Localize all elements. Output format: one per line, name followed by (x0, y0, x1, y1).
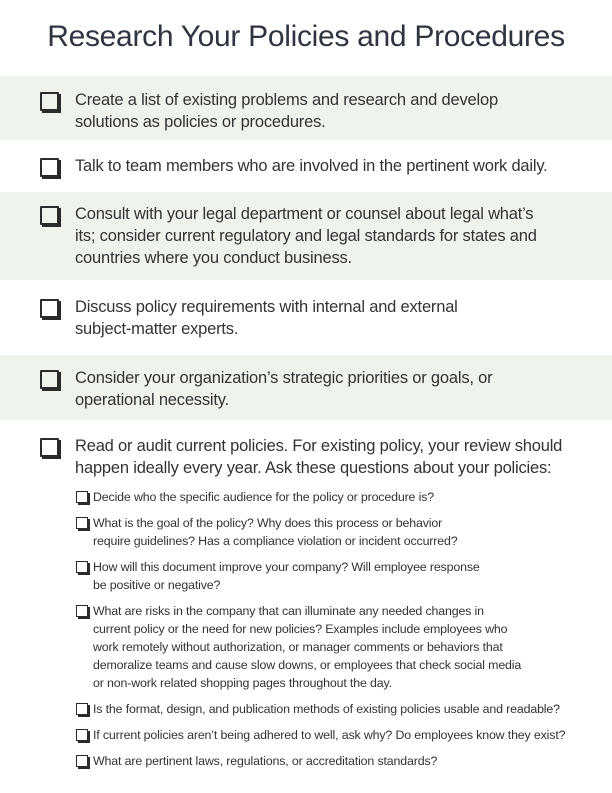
checkbox[interactable] (76, 703, 88, 715)
checklist-item-text: Discuss policy requirements with internal and external subject-matter experts. (75, 298, 458, 338)
sub-checklist-item-text: If current policies aren’t being adhered to well, ask why? Do employees know they exist? (93, 728, 566, 742)
page-title: Research Your Policies and Procedures (47, 20, 565, 53)
checklist-item-text: Talk to team members who are involved in the pertinent work daily. (75, 157, 548, 175)
checklist-item-text: Create a list of existing problems and research and develop solutions as policies or procedures. (75, 91, 498, 131)
checklist-item-text: Consult with your legal department or counsel about legal what’s its; consider current regulatory and legal standards for states and countries where you conduct business. (75, 205, 537, 267)
checkbox[interactable] (76, 729, 88, 741)
checkbox[interactable] (76, 561, 88, 573)
sub-checklist-item-text: What is the goal of the policy? Why does this process or behavior require guidelines? Has a compliance violation or incident occurred? (93, 516, 458, 548)
sub-checklist-item-text: Is the format, design, and publication methods of existing policies usable and readable? (93, 702, 560, 716)
sub-checklist-item-text: Decide who the specific audience for the policy or procedure is? (93, 490, 434, 504)
checkbox[interactable] (76, 517, 88, 529)
checkbox[interactable] (40, 206, 59, 225)
checkbox[interactable] (40, 438, 59, 457)
checkbox[interactable] (40, 299, 59, 318)
checklist-item-text: Consider your organization’s strategic priorities or goals, or operational necessity. (75, 369, 493, 409)
checkbox[interactable] (76, 755, 88, 767)
checkbox[interactable] (76, 605, 88, 617)
checkbox[interactable] (76, 491, 88, 503)
checklist-item-text: Read or audit current policies. For existing policy, your review should happen ideally every year. Ask these questions about your policies: (75, 437, 563, 477)
checkbox[interactable] (40, 158, 59, 177)
sub-checklist-item-text: How will this document improve your company? Will employee response be positive or negative? (93, 560, 480, 592)
sub-checklist-item-text: What are pertinent laws, regulations, or accreditation standards? (93, 754, 438, 768)
sub-checklist-item-text: What are risks in the company that can illuminate any needed changes in current policy or the need for new policies? Examples include employees who work remotely without authorization, or manager comments or behaviors that demoralize teams and cause slow downs, or employees that check social media or non-work related shopping pages throughout the day. (93, 604, 522, 690)
checkbox[interactable] (40, 370, 59, 389)
checkbox[interactable] (40, 92, 59, 111)
